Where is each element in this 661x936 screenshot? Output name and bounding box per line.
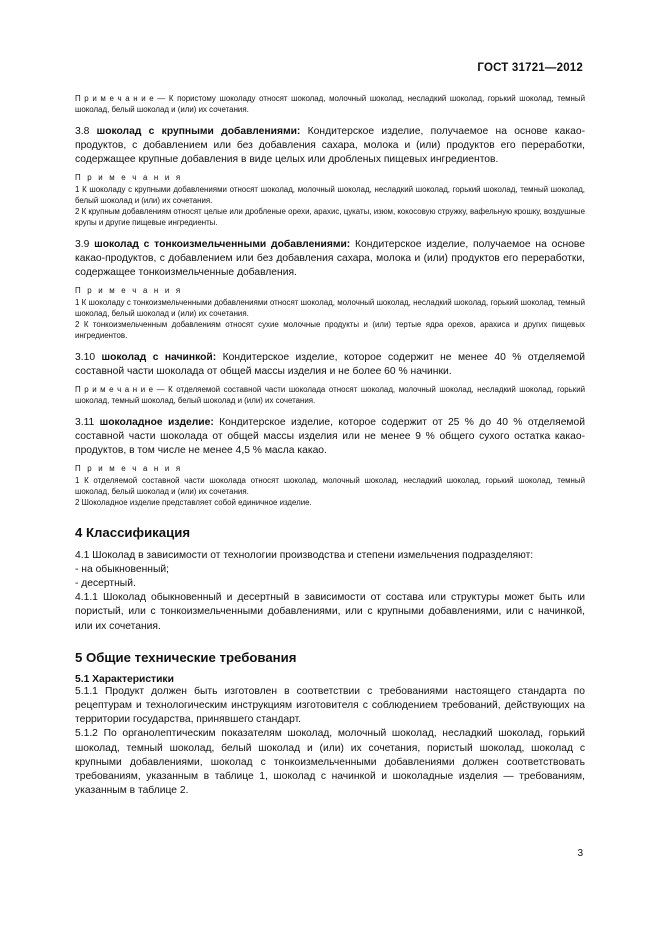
- term-number: 3.8: [75, 125, 90, 137]
- note-porous-chocolate: [75, 93, 585, 116]
- page-number: 3: [577, 848, 583, 859]
- note-item: 1 К отделяемой составной части шоколада относят шоколад, молочный шоколад, несладкий шоколад, горький шоколад, темный шоколад, белый шоколад и (или) их сочетания.: [75, 475, 585, 496]
- note-item: 2 К тонкоизмельченным добавлениям относят сухие молочные продукты и (или) тертые ядра орехов, арахиса и других пищевых ингредиентов.: [75, 320, 585, 341]
- term-name: шоколад с крупными добавлениями:: [96, 125, 301, 137]
- note-item: 1 К шоколаду с тонкоизмельченными добавлениями относят шоколад, молочный шоколад, несладкий шоколад, горький шоколад, темный шоколад, белый шоколад и (или) их сочетания.: [75, 297, 585, 318]
- paragraph-5-1-1: 5.1.1 Продукт должен быть изготовлен в соответствии с требованиями настоящего стандарта по рецептурам и технологическим инструкциям изготовителя с соблюдением требований, действующих на территории государства, принявшего стандарт.: [75, 685, 585, 726]
- note-label: П р и м е ч а н и е —: [75, 94, 166, 103]
- note-item: 2 Шоколадное изделие представляет собой единичное изделие.: [75, 498, 312, 508]
- note-text: К отделяемой составной части шоколада относят шоколад, молочный шоколад, несладкий шоколад, горький шоколад, темный шоколад, белый шоколад и (или) их сочетания.: [75, 385, 586, 406]
- section-heading-classification: 4 Классификация: [75, 524, 191, 540]
- paragraph-4-1-1: 4.1.1 Шоколад обыкновенный и десертный в зависимости от состава или структуры может быть или пористый, или с тонкоизмельченными добавлениями, или с крупными добавлениями, или с начинкой, или их сочетания.: [75, 592, 585, 632]
- page-content: [75, 93, 585, 798]
- notes-title: П р и м е ч а н и я: [75, 464, 183, 474]
- term-number: 3.11: [75, 416, 95, 428]
- notes-3-8: [75, 172, 585, 228]
- term-name: шоколад с начинкой:: [101, 351, 217, 363]
- list-item: - на обыкновенный;: [75, 563, 169, 575]
- paragraph-5-1-2: 5.1.2 По органолептическим показателям шоколад, молочный шоколад, несладкий шоколад, горький шоколад, темный шоколад, белый шоколад и (или) их сочетания, пористый шоколад, шоколад с крупными добавлениями, шоколад с тонкоизмельченными добавлениями должен соответствовать требованиям, указанным в таблице 1, шоколад с начинкой и шоколадные изделия — требованиям, указанным в таблице 2.: [75, 728, 585, 797]
- term-3-9: [75, 238, 585, 281]
- note-3-10: [75, 384, 585, 407]
- term-name: шоколад с тонкоизмельченными добавлениями:: [94, 238, 351, 250]
- notes-title: П р и м е ч а н и я: [75, 173, 183, 183]
- term-definition: Кондитерское изделие, которое содержит не менее 40 % отделяемой составной части шоколада от общей массы изделия и не более 60 % начинки.: [75, 351, 585, 377]
- notes-3-11: [75, 463, 585, 508]
- term-name: шоколадное изделие:: [99, 416, 214, 428]
- document-code: ГОСТ 31721—2012: [477, 62, 583, 74]
- section-heading-requirements: 5 Общие технические требования: [75, 649, 297, 665]
- term-number: 3.9: [75, 238, 90, 250]
- term-3-10: [75, 351, 585, 379]
- notes-title: П р и м е ч а н и я: [75, 286, 183, 296]
- notes-3-9: [75, 285, 585, 341]
- note-text: К пористому шоколаду относят шоколад, молочный шоколад, несладкий шоколад, горький шоколад, темный шоколад, белый шоколад и (или) их сочетания.: [75, 94, 585, 115]
- note-item: 1 К шоколаду с крупными добавлениями относят шоколад, молочный шоколад, несладкий шоколад, горький шоколад, темный шоколад, белый шоколад и (или) их сочетания.: [75, 184, 585, 205]
- term-3-11: [75, 416, 585, 459]
- term-definition: Кондитерское изделие, получаемое на основе какао-продуктов, с добавлением или без добавления сахара, молока и (или) продуктов его переработки, содержащее крупные добавления в виде целых или дробленых пищевых ингредиентов.: [75, 125, 585, 165]
- term-definition: Кондитерское изделие, которое содержит от 25 % до 40 % отделяемой составной части шоколада от общей массы изделия или не менее 9 % общего сухого остатка какао-продуктов, в том числе не менее 4,5 % масла какао.: [75, 416, 585, 457]
- note-item: 2 К крупным добавлениям относят целые или дробленые орехи, арахис, цукаты, изюм, кокосовую стружку, вафельную крошку, воздушные крупы и другие пищевые ингредиенты.: [75, 207, 585, 228]
- subsection-heading-characteristics: 5.1 Характеристики: [75, 673, 174, 685]
- list-item: - десертный.: [75, 577, 136, 589]
- term-3-8: [75, 125, 585, 168]
- term-number: 3.10: [75, 351, 96, 363]
- paragraph-4-1: 4.1 Шоколад в зависимости от технологии производства и степени измельчения подразделяют:: [75, 549, 534, 561]
- note-label: П р и м е ч а н и е —: [75, 385, 165, 395]
- term-definition: Кондитерское изделие, получаемое на основе какао-продуктов, с добавлением или без добавления сахара, молока и (или) продуктов его переработки, содержащее тонкоизмельченные добавления.: [75, 238, 585, 279]
